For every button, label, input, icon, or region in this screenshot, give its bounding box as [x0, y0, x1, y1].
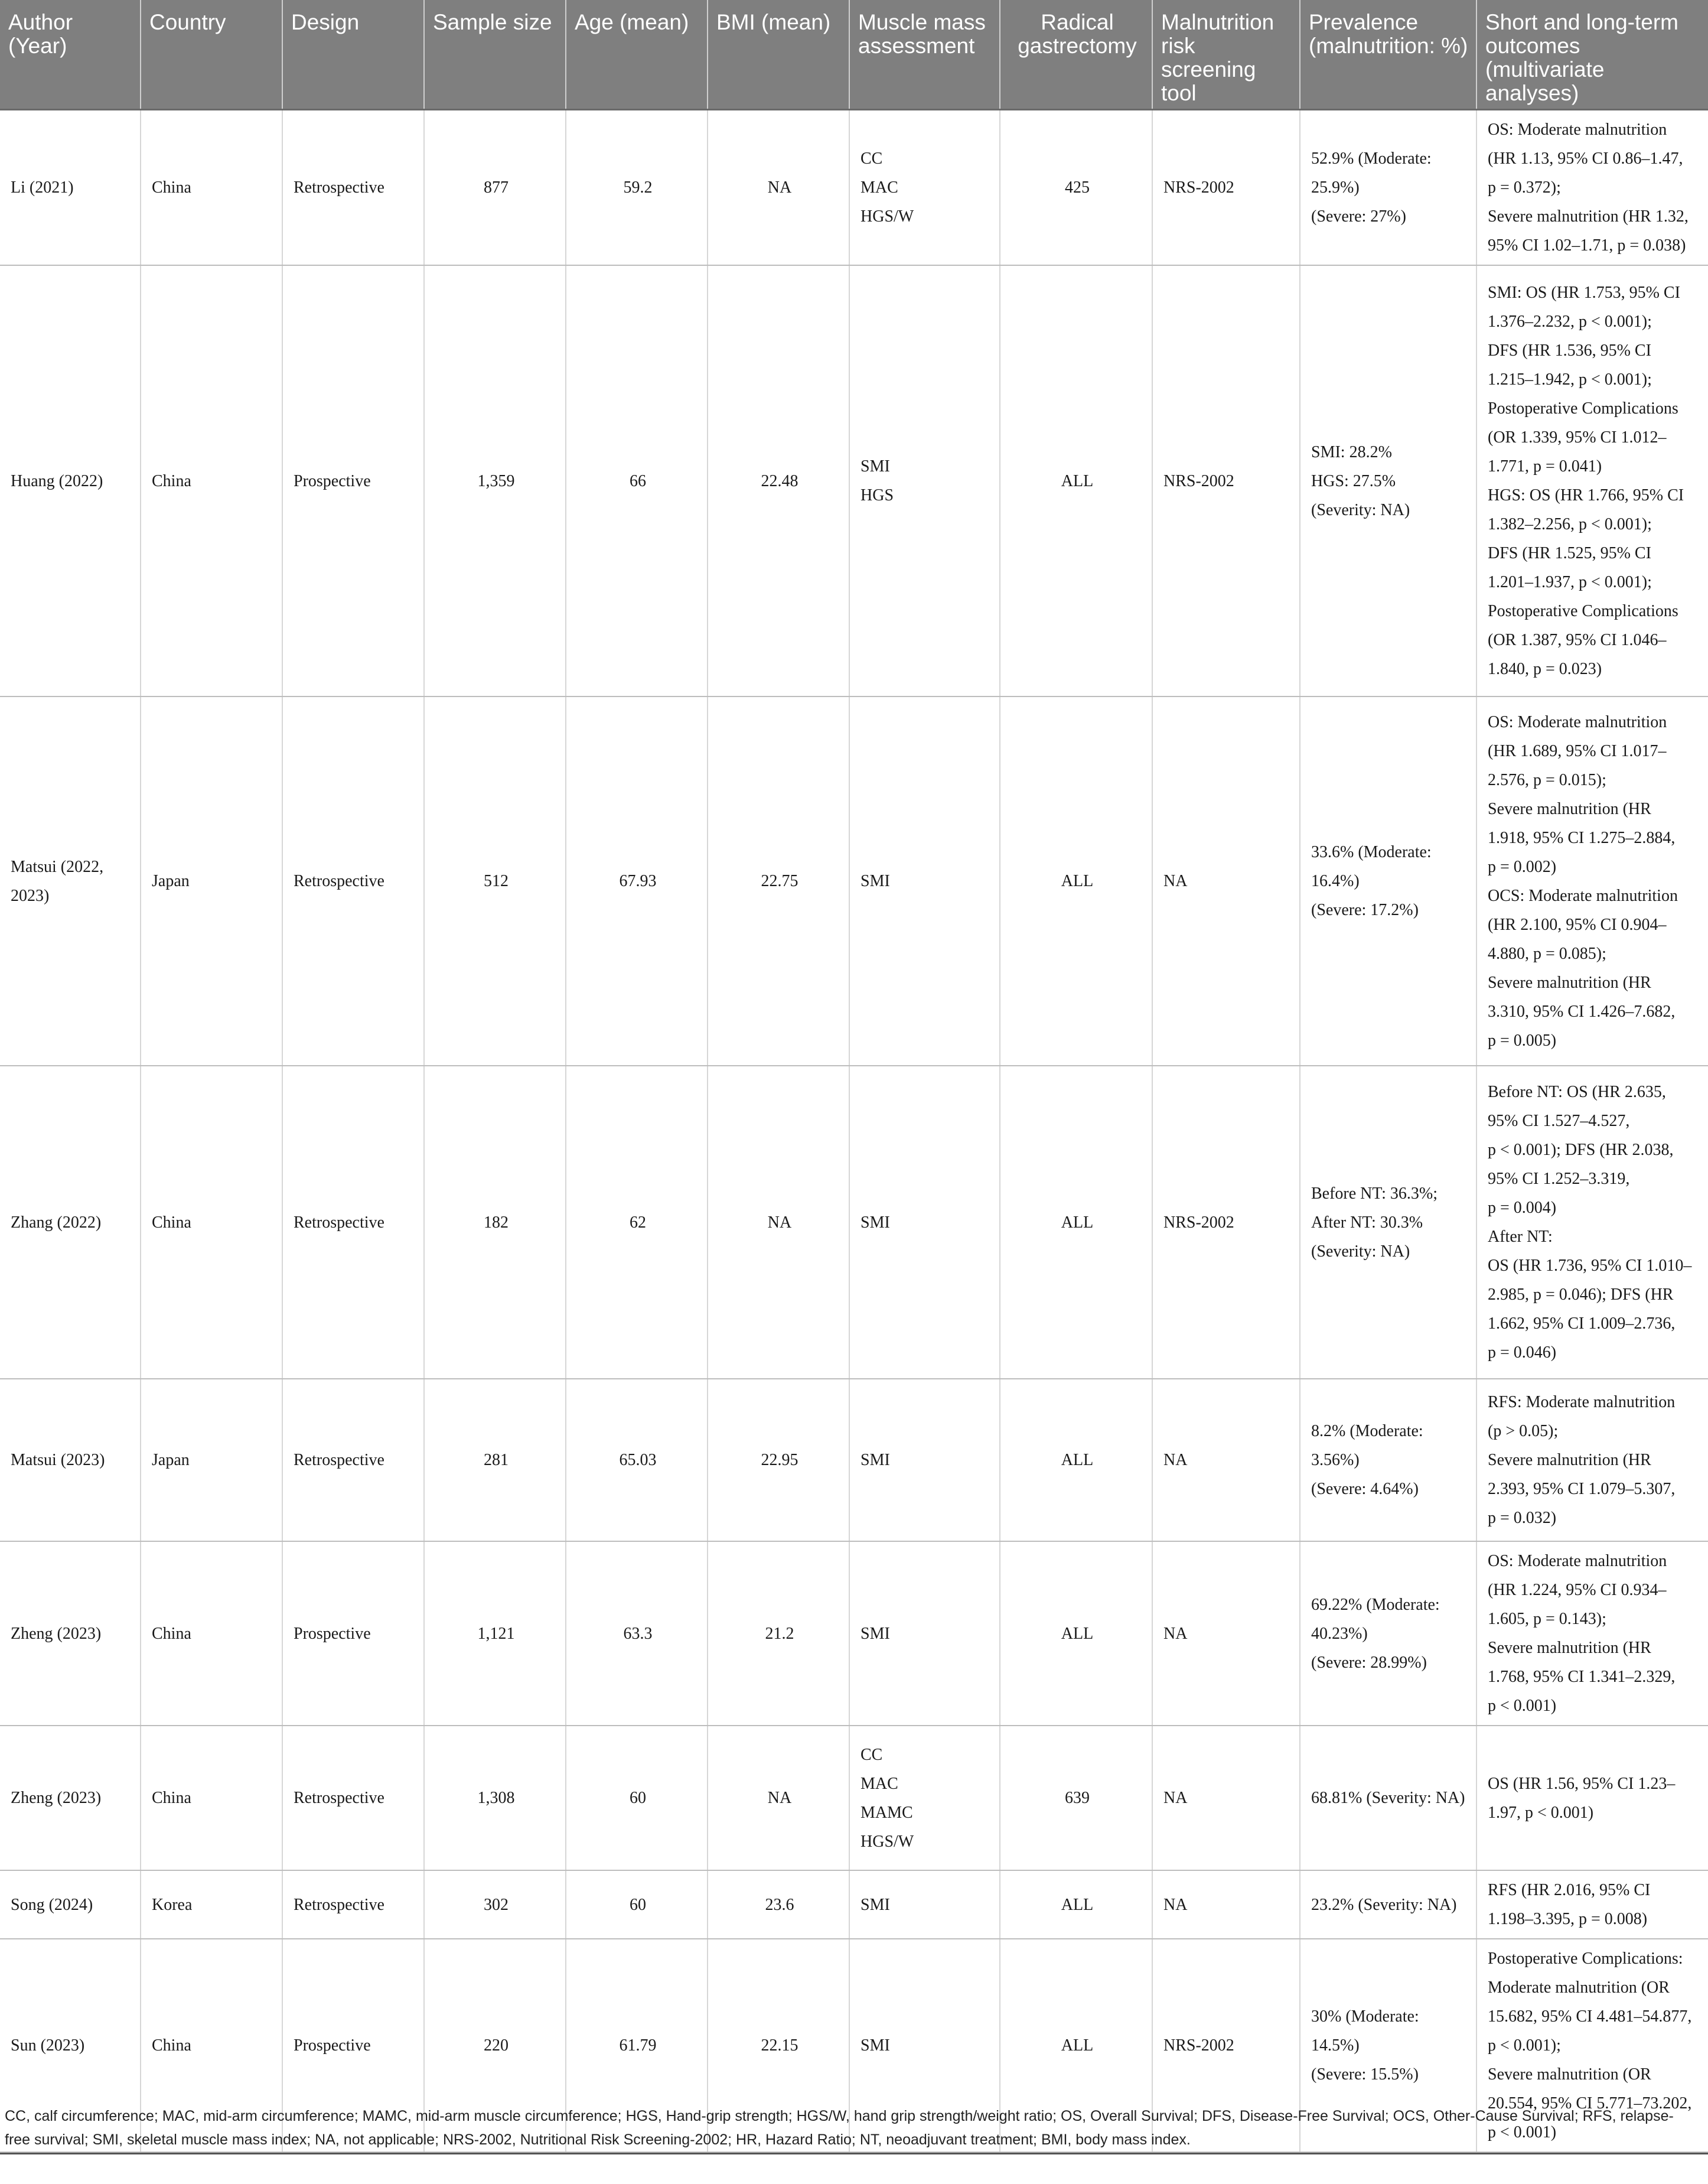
cell-muscle-mass-line: SMI [860, 2036, 890, 2055]
cell-outcomes [1476, 110, 1708, 266]
cell-sample-size: 1,359 [424, 265, 566, 696]
cell-outcomes [1476, 1379, 1708, 1541]
cell-outcomes [1476, 1066, 1708, 1379]
cell-outcomes-line: Moderate malnutrition (OR [1488, 1978, 1670, 1997]
cell-outcomes-line: (HR 2.100, 95% CI 0.904– [1488, 915, 1667, 934]
table-row [0, 1379, 1708, 1541]
cell-muscle-mass-line: MAMC [860, 1803, 913, 1822]
cell-prevalence [1300, 696, 1476, 1066]
cell-bmi: NA [708, 1066, 849, 1379]
header-muscle-mass: Muscle mass assessment [849, 0, 1000, 110]
cell-outcomes-line: After NT: [1488, 1228, 1553, 1246]
cell-outcomes-line: 1.215–1.942, p < 0.001); [1488, 370, 1652, 389]
cell-bmi: 22.75 [708, 696, 849, 1066]
cell-radical-gastrectomy: ALL [1000, 1379, 1152, 1541]
cell-bmi: NA [708, 110, 849, 266]
header-prevalence: Prevalence (malnutrition: %) [1300, 0, 1476, 110]
cell-design: Prospective [282, 1939, 424, 2152]
cell-muscle-mass [849, 265, 1000, 696]
cell-muscle-mass [849, 1066, 1000, 1379]
cell-country: China [141, 1939, 282, 2152]
cell-prevalence-line: (Severe: 4.64%) [1311, 1480, 1419, 1498]
cell-outcomes-line: Severe malnutrition (HR [1488, 1639, 1651, 1657]
cell-outcomes [1476, 265, 1708, 696]
cell-country: Japan [141, 696, 282, 1066]
header-row [0, 0, 1708, 110]
cell-outcomes-line: OS (HR 1.736, 95% CI 1.010– [1488, 1257, 1692, 1275]
header-country: Country [141, 0, 282, 110]
cell-sample-size: 281 [424, 1379, 566, 1541]
cell-design: Retrospective [282, 1726, 424, 1870]
cell-screening-tool: NA [1152, 1541, 1300, 1726]
cell-outcomes-line: Severe malnutrition (HR [1488, 973, 1651, 992]
cell-outcomes-line: 20.554, 95% CI 5.771–73.202, [1488, 2094, 1692, 2113]
cell-outcomes-line: (HR 1.689, 95% CI 1.017– [1488, 741, 1667, 760]
cell-radical-gastrectomy: ALL [1000, 1541, 1152, 1726]
table-footnote: CC, calf circumference; MAC, mid-arm circumference; MAMC, mid-arm muscle circumference; HGS, Hand-grip strength; HGS/W, hand grip strength/weight ratio; OS, Overall Survival; DFS, Disease-Free Survival; OCS, Other-Cause Survival; RFS, relapse-free survival; SMI, skeletal muscle mass index; NA, not applicable; NRS-2002, Nutritional Risk Screening-2002; HR, Hazard Ratio; NT, neoadjuvant treatment; BMI, body mass index. [5, 2108, 1674, 2148]
cell-screening-tool: NRS-2002 [1152, 1939, 1300, 2152]
cell-screening-tool: NA [1152, 696, 1300, 1066]
cell-country: Japan [141, 1379, 282, 1541]
cell-muscle-mass-line: MAC [860, 178, 898, 197]
cell-prevalence-line: 23.2% (Severity: NA) [1311, 1895, 1457, 1914]
cell-outcomes [1476, 1726, 1708, 1870]
cell-age: 67.93 [566, 696, 708, 1066]
cell-country: China [141, 110, 282, 266]
cell-outcomes-line: 1.376–2.232, p < 0.001); [1488, 313, 1652, 331]
header-age: Age (mean) [566, 0, 708, 110]
cell-design: Retrospective [282, 1379, 424, 1541]
cell-author: Sun (2023) [0, 1939, 141, 2152]
cell-author: Li (2021) [0, 110, 141, 266]
cell-muscle-mass [849, 110, 1000, 266]
cell-design: Retrospective [282, 696, 424, 1066]
cell-prevalence-line: 3.56%) [1311, 1451, 1360, 1469]
cell-outcomes-line: 95% CI 1.252–3.319, [1488, 1170, 1630, 1188]
cell-author: Song (2024) [0, 1870, 141, 1939]
cell-sample-size: 512 [424, 696, 566, 1066]
cell-prevalence-line: HGS: 27.5% [1311, 471, 1396, 490]
cell-outcomes-line: 95% CI 1.527–4.527, [1488, 1112, 1630, 1130]
cell-outcomes-line: 15.682, 95% CI 4.481–54.877, [1488, 2007, 1692, 2026]
cell-muscle-mass-line: SMI [860, 1451, 890, 1469]
cell-author: Zheng (2023) [0, 1541, 141, 1726]
cell-screening-tool: NA [1152, 1379, 1300, 1541]
cell-outcomes-line: p < 0.001) [1488, 2123, 1557, 2141]
header-sample-size: Sample size [424, 0, 566, 110]
cell-author: Zheng (2023) [0, 1726, 141, 1870]
cell-radical-gastrectomy: ALL [1000, 1066, 1152, 1379]
cell-muscle-mass [849, 1541, 1000, 1726]
cell-outcomes-line: Severe malnutrition (HR 1.32, [1488, 207, 1689, 226]
cell-age: 66 [566, 265, 708, 696]
cell-prevalence [1300, 1379, 1476, 1541]
cell-outcomes-line: 1.768, 95% CI 1.341–2.329, [1488, 1668, 1676, 1686]
cell-muscle-mass [849, 1726, 1000, 1870]
cell-outcomes-line: OCS: Moderate malnutrition [1488, 886, 1678, 905]
cell-bmi: 22.15 [708, 1939, 849, 2152]
cell-bmi: NA [708, 1726, 849, 1870]
cell-design: Prospective [282, 265, 424, 696]
cell-sample-size: 1,308 [424, 1726, 566, 1870]
header-design: Design [282, 0, 424, 110]
table-row [0, 696, 1708, 1066]
cell-muscle-mass-line: SMI [860, 1624, 890, 1643]
cell-age: 60 [566, 1726, 708, 1870]
cell-outcomes-line: Postoperative Complications: [1488, 1949, 1683, 1968]
cell-outcomes-line: OS (HR 1.56, 95% CI 1.23– [1488, 1774, 1676, 1793]
cell-outcomes-line: p < 0.001); DFS (HR 2.038, [1488, 1141, 1674, 1159]
cell-outcomes-line: Before NT: OS (HR 2.635, [1488, 1083, 1666, 1101]
cell-screening-tool: NA [1152, 1726, 1300, 1870]
cell-prevalence-line: Before NT: 36.3%; [1311, 1184, 1438, 1203]
cell-bmi: 21.2 [708, 1541, 849, 1726]
cell-outcomes-line: Severe malnutrition (HR [1488, 799, 1651, 818]
cell-prevalence [1300, 1066, 1476, 1379]
cell-prevalence [1300, 110, 1476, 266]
header-screening-tool: Malnutrition risk screening tool [1152, 0, 1300, 110]
cell-screening-tool: NRS-2002 [1152, 265, 1300, 696]
cell-outcomes [1476, 1541, 1708, 1726]
cell-outcomes-line: HGS: OS (HR 1.766, 95% CI [1488, 486, 1684, 504]
cell-screening-tool: NRS-2002 [1152, 1066, 1300, 1379]
cell-prevalence-line: 69.22% (Moderate: [1311, 1595, 1440, 1614]
cell-outcomes-line: 3.310, 95% CI 1.426–7.682, [1488, 1002, 1676, 1021]
cell-muscle-mass-line: SMI [860, 1895, 890, 1914]
cell-muscle-mass [849, 696, 1000, 1066]
cell-bmi: 23.6 [708, 1870, 849, 1939]
cell-prevalence-line: (Severe: 27%) [1311, 207, 1406, 226]
cell-screening-tool: NA [1152, 1870, 1300, 1939]
cell-age: 63.3 [566, 1541, 708, 1726]
cell-outcomes-line: Postoperative Complications [1488, 602, 1678, 620]
cell-prevalence [1300, 1726, 1476, 1870]
cell-muscle-mass-line: SMI [860, 872, 890, 890]
cell-outcomes-line: 2.393, 95% CI 1.079–5.307, [1488, 1480, 1676, 1498]
cell-prevalence-line: (Severity: NA) [1311, 500, 1410, 519]
cell-outcomes-line: 1.97, p < 0.001) [1488, 1803, 1594, 1822]
cell-sample-size: 877 [424, 110, 566, 266]
cell-age: 65.03 [566, 1379, 708, 1541]
cell-outcomes-line: RFS: Moderate malnutrition [1488, 1393, 1676, 1411]
cell-outcomes-line: 1.662, 95% CI 1.009–2.736, [1488, 1314, 1676, 1333]
cell-muscle-mass-line: SMI [860, 457, 890, 476]
cell-author: Matsui (2023) [0, 1379, 141, 1541]
cell-outcomes-line: 1.201–1.937, p < 0.001); [1488, 573, 1652, 591]
cell-outcomes-line: OS: Moderate malnutrition [1488, 1552, 1667, 1570]
cell-bmi: 22.95 [708, 1379, 849, 1541]
cell-outcomes-line: 1.918, 95% CI 1.275–2.884, [1488, 828, 1676, 847]
cell-design: Retrospective [282, 110, 424, 266]
cell-outcomes-line: 1.382–2.256, p < 0.001); [1488, 515, 1652, 533]
cell-radical-gastrectomy: ALL [1000, 1939, 1152, 2152]
cell-age: 62 [566, 1066, 708, 1379]
cell-outcomes-line: 4.880, p = 0.085); [1488, 944, 1606, 963]
cell-prevalence [1300, 1870, 1476, 1939]
cell-outcomes-line: (OR 1.387, 95% CI 1.046– [1488, 631, 1667, 649]
cell-outcomes-line: 2.576, p = 0.015); [1488, 770, 1606, 789]
cell-outcomes-line: 2.985, p = 0.046); DFS (HR [1488, 1285, 1674, 1304]
cell-prevalence-line: 25.9%) [1311, 178, 1360, 197]
cell-outcomes-line: p = 0.046) [1488, 1343, 1557, 1362]
cell-outcomes [1476, 696, 1708, 1066]
table-row [0, 110, 1708, 266]
cell-sample-size: 1,121 [424, 1541, 566, 1726]
cell-outcomes-line: p = 0.005) [1488, 1031, 1557, 1050]
cell-outcomes-line: 1.840, p = 0.023) [1488, 660, 1602, 678]
header-outcomes: Short and long-term outcomes (multivariate analyses) [1476, 0, 1708, 110]
cell-design: Retrospective [282, 1870, 424, 1939]
cell-design: Prospective [282, 1541, 424, 1726]
cell-prevalence-line: (Severe: 28.99%) [1311, 1653, 1427, 1672]
cell-outcomes-line: RFS (HR 2.016, 95% CI [1488, 1881, 1651, 1899]
cell-country: China [141, 1541, 282, 1726]
cell-muscle-mass [849, 1379, 1000, 1541]
cell-muscle-mass-line: HGS/W [860, 207, 914, 226]
cell-prevalence-line: (Severe: 17.2%) [1311, 901, 1419, 919]
cell-outcomes-line: 1.771, p = 0.041) [1488, 457, 1602, 476]
cell-country: China [141, 265, 282, 696]
table-row [0, 1541, 1708, 1726]
cell-outcomes [1476, 1870, 1708, 1939]
cell-outcomes-line: OS: Moderate malnutrition [1488, 121, 1667, 139]
cell-muscle-mass-line: HGS [860, 486, 894, 504]
table-row [0, 1870, 1708, 1939]
header-author: Author (Year) [0, 0, 141, 110]
cell-author: Matsui (2022, 2023) [0, 696, 141, 1066]
cell-outcomes-line: p < 0.001) [1488, 1697, 1557, 1715]
cell-prevalence-line: (Severe: 15.5%) [1311, 2065, 1419, 2084]
cell-muscle-mass [849, 1870, 1000, 1939]
cell-outcomes-line: 1.605, p = 0.143); [1488, 1610, 1606, 1628]
cell-outcomes-line: DFS (HR 1.536, 95% CI [1488, 341, 1651, 360]
header-radical-gastrectomy: Radical gastrectomy [1000, 0, 1152, 110]
cell-outcomes-line: p = 0.032) [1488, 1509, 1557, 1527]
cell-outcomes-line: (OR 1.339, 95% CI 1.012– [1488, 428, 1667, 447]
cell-author: Zhang (2022) [0, 1066, 141, 1379]
cell-outcomes-line: p = 0.002) [1488, 857, 1557, 876]
cell-muscle-mass-line: HGS/W [860, 1832, 914, 1851]
header-bmi: BMI (mean) [708, 0, 849, 110]
cell-muscle-mass-line: CC [860, 149, 883, 168]
cell-prevalence-line: 30% (Moderate: 14.5%) [1311, 2007, 1419, 2055]
cell-outcomes-line: (HR 1.13, 95% CI 0.86–1.47, [1488, 149, 1683, 168]
cell-prevalence-line: 8.2% (Moderate: [1311, 1422, 1423, 1440]
cell-age: 59.2 [566, 110, 708, 266]
cell-sample-size: 302 [424, 1870, 566, 1939]
cell-outcomes-line: 95% CI 1.02–1.71, p = 0.038) [1488, 236, 1686, 255]
cell-radical-gastrectomy: 425 [1000, 110, 1152, 266]
table-row [0, 1726, 1708, 1870]
cell-screening-tool: NRS-2002 [1152, 110, 1300, 266]
cell-outcomes-line: DFS (HR 1.525, 95% CI [1488, 544, 1651, 562]
cell-sample-size: 182 [424, 1066, 566, 1379]
cell-prevalence-line: 16.4%) [1311, 872, 1360, 890]
cell-radical-gastrectomy: ALL [1000, 696, 1152, 1066]
cell-radical-gastrectomy: 639 [1000, 1726, 1152, 1870]
cell-country: Korea [141, 1870, 282, 1939]
cell-age: 61.79 [566, 1939, 708, 2152]
cell-radical-gastrectomy: ALL [1000, 265, 1152, 696]
cell-muscle-mass-line: MAC [860, 1774, 898, 1793]
cell-prevalence-line: (Severity: NA) [1311, 1242, 1410, 1261]
cell-prevalence-line: 52.9% (Moderate: [1311, 149, 1432, 168]
cell-prevalence-line: 33.6% (Moderate: [1311, 843, 1432, 861]
table-row [0, 1066, 1708, 1379]
cell-country: China [141, 1066, 282, 1379]
cell-outcomes-line: (HR 1.224, 95% CI 0.934– [1488, 1581, 1667, 1599]
cell-bmi: 22.48 [708, 265, 849, 696]
cell-outcomes-line: SMI: OS (HR 1.753, 95% CI [1488, 284, 1680, 302]
table-row [0, 265, 1708, 696]
cell-outcomes-line: p < 0.001); [1488, 2036, 1561, 2055]
cell-prevalence-line: 40.23%) [1311, 1624, 1368, 1643]
cell-outcomes-line: Postoperative Complications [1488, 399, 1678, 418]
cell-outcomes-line: (p > 0.05); [1488, 1422, 1559, 1440]
cell-outcomes-line: OS: Moderate malnutrition [1488, 712, 1667, 731]
cell-muscle-mass-line: SMI [860, 1213, 890, 1232]
cell-outcomes-line: Severe malnutrition (OR [1488, 2065, 1651, 2084]
cell-outcomes-line: 1.198–3.395, p = 0.008) [1488, 1910, 1648, 1928]
cell-author: Huang (2022) [0, 265, 141, 696]
cell-country: China [141, 1726, 282, 1870]
cell-outcomes-line: p = 0.004) [1488, 1199, 1557, 1217]
cell-prevalence-line: After NT: 30.3% [1311, 1213, 1423, 1232]
cell-prevalence-line: SMI: 28.2% [1311, 442, 1392, 461]
cell-outcomes-line: p = 0.372); [1488, 178, 1561, 197]
cell-age: 60 [566, 1870, 708, 1939]
cell-design: Retrospective [282, 1066, 424, 1379]
cell-prevalence-line: 68.81% (Severity: NA) [1311, 1789, 1465, 1807]
cell-prevalence [1300, 265, 1476, 696]
cell-muscle-mass-line: CC [860, 1745, 883, 1764]
cell-outcomes-line: Severe malnutrition (HR [1488, 1451, 1651, 1469]
cell-prevalence [1300, 1541, 1476, 1726]
cell-sample-size: 220 [424, 1939, 566, 2152]
cell-radical-gastrectomy: ALL [1000, 1870, 1152, 1939]
